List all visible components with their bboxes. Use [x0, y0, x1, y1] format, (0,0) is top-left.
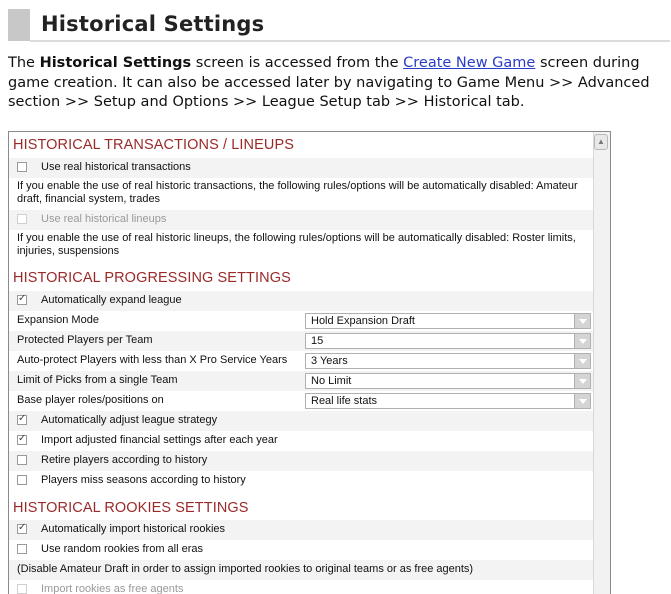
chevron-down-icon[interactable]: [574, 374, 590, 388]
label-base-roles: Base player roles/positions on: [17, 394, 164, 406]
select-expansion-mode-value: Hold Expansion Draft: [311, 315, 415, 327]
checkbox-use-real-transactions[interactable]: [17, 162, 27, 172]
chevron-down-icon[interactable]: [574, 394, 590, 408]
row-import-financial[interactable]: [9, 431, 593, 451]
vertical-scrollbar[interactable]: [593, 132, 610, 594]
label-limit-picks: Limit of Picks from a single Team: [17, 374, 178, 386]
checkbox-adjust-strategy[interactable]: [17, 415, 27, 425]
select-protected-players-value: 15: [311, 335, 324, 347]
row-random-rookies[interactable]: [9, 540, 593, 560]
label-use-real-lineups: Use real historical lineups: [41, 213, 167, 225]
title-underline: [30, 40, 670, 42]
label-adjust-strategy: Automatically adjust league strategy: [41, 414, 218, 426]
label-expand-league: Automatically expand league: [41, 294, 182, 306]
label-free-agents: Import rookies as free agents: [41, 583, 184, 594]
label-retire-players: Retire players according to history: [41, 454, 208, 466]
row-free-agents[interactable]: [9, 580, 593, 594]
intro-bold: Historical Settings: [39, 55, 192, 71]
select-base-roles[interactable]: [305, 393, 591, 409]
intro-text-2: screen is accessed from the: [191, 55, 404, 71]
row-retire-players[interactable]: [9, 451, 593, 471]
intro-text-3: screen during game creation. It can also be accessed later by navigating to Game Menu >> Advanced section >> Setup and Options >> League Setup tab >> Historical tab.: [8, 55, 650, 110]
checkbox-random-rookies[interactable]: [17, 544, 27, 554]
label-expansion-mode: Expansion Mode: [17, 314, 99, 326]
transactions-note: [9, 180, 593, 208]
row-limit-picks: [9, 371, 593, 391]
lineups-note: [9, 232, 593, 260]
select-expansion-mode[interactable]: [305, 313, 591, 329]
title-accent-block: [8, 9, 30, 41]
page-title: Historical Settings: [41, 12, 265, 36]
select-protected-players[interactable]: [305, 333, 591, 349]
label-protected-players: Protected Players per Team: [17, 334, 153, 346]
label-auto-protect: Auto-protect Players with less than X Pro Service Years: [17, 354, 288, 366]
scroll-up-icon[interactable]: ▲: [594, 134, 608, 150]
section-header-progressing: HISTORICAL PROGRESSING SETTINGS: [13, 270, 291, 286]
select-limit-picks-value: No Limit: [311, 375, 352, 387]
chevron-down-icon[interactable]: [574, 334, 590, 348]
create-new-game-link[interactable]: Create New Game: [403, 55, 536, 71]
transactions-note-text: If you enable the use of real historic transactions, the following rules/options will be automatically disabled: Amateur draft, financial system, trades: [17, 180, 578, 205]
label-random-rookies: Use random rookies from all eras: [41, 543, 204, 555]
row-auto-import-rookies[interactable]: [9, 520, 593, 540]
label-use-real-transactions: Use real historical transactions: [41, 161, 191, 173]
row-adjust-strategy[interactable]: [9, 411, 593, 431]
chevron-down-icon[interactable]: [574, 354, 590, 368]
row-expansion-mode: [9, 311, 593, 331]
checkbox-retire-players[interactable]: [17, 455, 27, 465]
row-protected-players: [9, 331, 593, 351]
row-miss-seasons[interactable]: [9, 471, 593, 491]
checkbox-import-financial[interactable]: [17, 435, 27, 445]
row-use-real-lineups[interactable]: [9, 210, 593, 230]
checkbox-use-real-lineups[interactable]: [17, 214, 27, 224]
row-use-real-transactions[interactable]: [9, 158, 593, 178]
row-draft-note: [9, 560, 593, 580]
select-base-roles-value: Real life stats: [311, 395, 378, 407]
intro-text-1: The: [8, 55, 40, 71]
section-header-transactions: HISTORICAL TRANSACTIONS / LINEUPS: [13, 137, 295, 153]
select-auto-protect[interactable]: [305, 353, 591, 369]
row-auto-protect: [9, 351, 593, 371]
checkbox-auto-import-rookies[interactable]: [17, 524, 27, 534]
label-import-financial: Import adjusted financial settings after each year: [41, 434, 278, 446]
page-title-bar: [8, 9, 670, 41]
settings-panel: [8, 131, 611, 594]
row-base-roles: [9, 391, 593, 411]
label-auto-import-rookies: Automatically import historical rookies: [41, 523, 226, 535]
intro-paragraph: [8, 54, 668, 113]
checkbox-expand-league[interactable]: [17, 295, 27, 305]
chevron-down-icon[interactable]: [574, 314, 590, 328]
select-limit-picks[interactable]: [305, 373, 591, 389]
lineups-note-text: If you enable the use of real historic lineups, the following rules/options will be automatically disabled: Roster limits, injuries, suspensions: [17, 232, 576, 257]
select-auto-protect-value: 3 Years: [311, 355, 348, 367]
checkbox-miss-seasons[interactable]: [17, 475, 27, 485]
row-expand-league[interactable]: [9, 291, 593, 311]
section-header-rookies: HISTORICAL ROOKIES SETTINGS: [13, 500, 249, 516]
label-miss-seasons: Players miss seasons according to history: [41, 474, 246, 486]
draft-note-text: (Disable Amateur Draft in order to assign imported rookies to original teams or as free agents): [17, 563, 474, 575]
